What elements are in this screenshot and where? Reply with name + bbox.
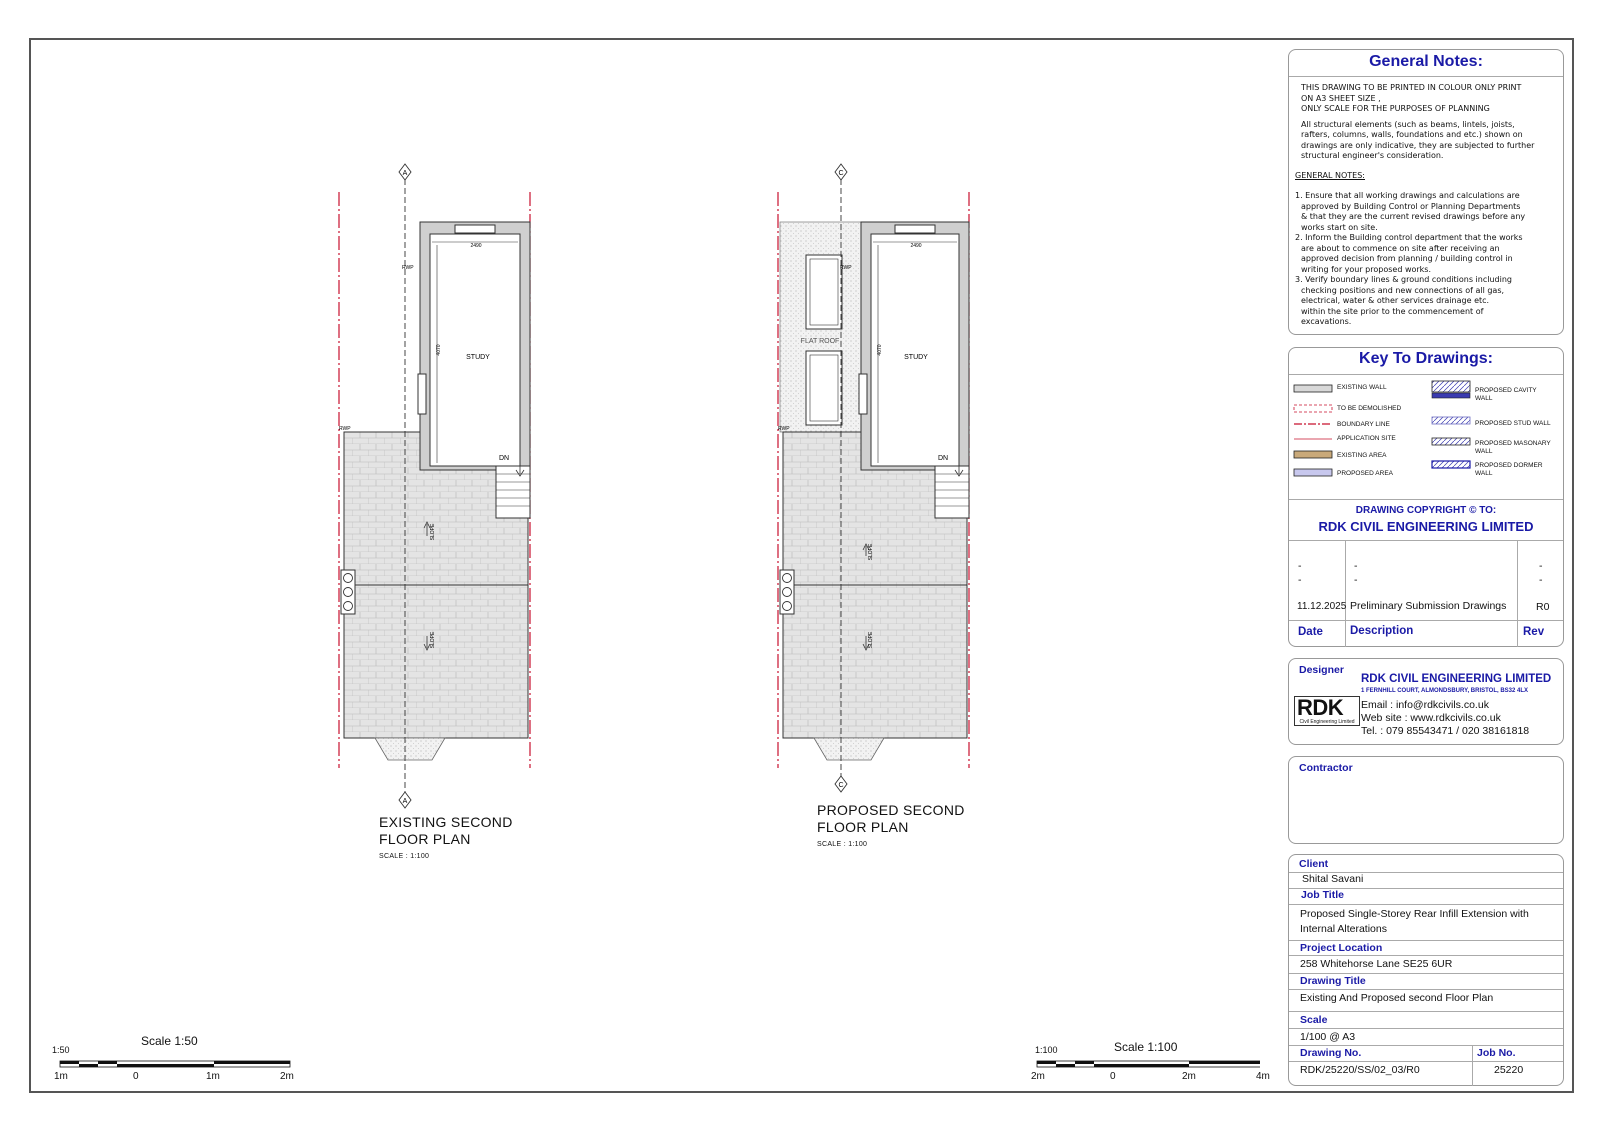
existing-rwp-top: RWP [402,265,414,271]
proposed-plan-scale: SCALE : 1:100 [817,841,868,848]
project-location-label: Project Location [1300,942,1383,954]
proposed-rooflight-top [895,225,935,233]
key-proposed-masonary-wall-2: WALL [1475,448,1493,455]
scale-left-ratio: 1:50 [52,1045,70,1055]
proposed-plan-title [817,802,965,853]
job-no-value: 25220 [1494,1064,1524,1076]
proposed-section-mark-top: C [838,170,844,177]
notes-structural-2: rafters, columns, walls, foundations and etc.) shown on [1301,130,1523,139]
designer-web: Web site : www.rdkcivils.co.uk [1361,712,1501,724]
rev-row2-desc: - [1354,574,1358,586]
rdk-logo-subtext: Civil Engineering Limited [1299,719,1355,725]
key-existing-wall: EXISTING WALL [1337,384,1387,391]
general-notes-panel [1288,49,1564,335]
job-title-line2: Internal Alterations [1300,923,1387,935]
existing-study-room [430,234,520,466]
designer-tel: Tel. : 079 85543471 / 020 38161818 [1361,725,1530,737]
key-proposed-area: PROPOSED AREA [1337,470,1393,477]
notes-item3-5: excavations. [1301,317,1352,326]
drawing-title-value: Existing And Proposed second Floor Plan [1300,992,1494,1004]
key-proposed-cavity-wall [1475,387,1537,403]
key-to-be-demolished: TO BE DEMOLISHED [1337,405,1402,412]
key-proposed-cavity-wall-1: PROPOSED CAVITY [1475,387,1537,394]
notes-item1-1: 1. Ensure that all working drawings and calculations are [1295,191,1520,200]
existing-rwp-left: RWP [339,426,351,432]
designer-panel [1288,658,1564,745]
notes-item3-2: checking positions and new connections of all gas, [1301,285,1505,295]
proposed-floor-plan [778,164,969,792]
proposed-study-room [871,234,959,466]
key-existing-area: EXISTING AREA [1337,452,1387,459]
existing-room-label: STUDY [466,354,490,361]
notes-heading: GENERAL NOTES: [1295,170,1365,180]
notes-intro-3: ONLY SCALE FOR THE PURPOSES OF PLANNING [1301,104,1490,113]
contractor-panel [1288,756,1564,844]
notes-item3-1: 3. Verify boundary lines & ground conditions including [1295,275,1512,284]
existing-plan-scale: SCALE : 1:100 [379,853,430,860]
client-label: Client [1299,858,1329,870]
job-title-line1: Proposed Single-Storey Rear Infill Extension with [1300,908,1529,920]
existing-plan-title-line2: FLOOR PLAN [379,831,471,847]
proposed-width-dim: 2490 [910,243,922,249]
scale-value: 1/100 @ A3 [1300,1031,1356,1043]
proposed-plan-title-line1: PROPOSED SECOND [817,802,965,818]
designer-company: RDK CIVIL ENGINEERING LIMITED [1361,673,1552,685]
job-title-value [1300,907,1529,937]
scale-left-tick-4: 2m [280,1071,294,1082]
notes-intro-1: THIS DRAWING TO BE PRINTED IN COLOUR ONLY PRINT [1301,83,1522,92]
existing-rooflight [455,225,495,233]
existing-section-mark-top: A [402,170,408,177]
existing-window [418,374,426,414]
scale-left-tick-3: 1m [206,1071,220,1082]
notes-item1-4: works start on site. [1301,222,1378,232]
scale-right-tick-3: 2m [1182,1071,1196,1082]
contractor-label: Contractor [1299,762,1353,774]
notes-item1-2: approved by Building Control or Planning Departments [1301,201,1521,211]
existing-section-mark-bottom: A [402,798,408,805]
existing-plan-title [379,814,513,865]
scale-bar-right [1037,1061,1260,1067]
existing-floor-plan [339,164,530,808]
rev-row1-rev: - [1539,560,1543,572]
notes-item2-2: are about to commence on site after receiving an [1301,243,1500,253]
general-notes-title: General Notes: [1369,53,1483,70]
key-proposed-stud-wall: PROPOSED STUD WALL [1475,420,1551,427]
proposed-bay [814,738,884,760]
proposed-rwp-left: RWP [778,426,790,432]
scale-label: Scale [1300,1014,1328,1026]
notes-structural-1: All structural elements (such as beams, lintels, joists, [1301,119,1515,129]
existing-width-dim: 2490 [470,243,482,249]
scale-right-ratio: 1:100 [1035,1045,1058,1055]
key-proposed-masonary-wall-1: PROPOSED MASONARY [1475,440,1551,447]
proposed-rwp-top: RWP [840,265,852,271]
proposed-length-dim: 4070 [877,344,883,356]
notes-item3-3: electrical, water & other services drainage etc. [1301,296,1490,305]
key-proposed-dormer-wall-1: PROPOSED DORMER [1475,462,1543,469]
key-boundary-line: BOUNDARY LINE [1337,421,1390,428]
job-no-label: Job No. [1477,1047,1516,1059]
proposed-rooflight-2 [806,351,842,425]
proposed-flat-roof-label: FLAT ROOF [800,338,840,345]
key-application-site: APPLICATION SITE [1337,435,1396,442]
scale-right-label: Scale 1:100 [1114,1040,1178,1054]
existing-slope-upper: SLOPE [430,523,436,541]
project-location-value: 258 Whitehorse Lane SE25 6UR [1300,958,1453,970]
notes-item2-3: approved decision from planning / building control in [1301,254,1513,263]
rev-row1-date: - [1298,560,1302,572]
existing-dn-label: DN [499,455,510,462]
key-title: Key To Drawings: [1359,350,1493,367]
client-value: Shital Savani [1302,873,1364,885]
rev-row2-date: - [1298,574,1302,586]
notes-structural-3: drawings are only indicative, they are subjected to further [1301,140,1535,150]
scale-bar-left [60,1061,290,1067]
key-proposed-dormer-wall-2: WALL [1475,470,1493,477]
rev-row3-rev: R0 [1536,601,1550,613]
proposed-section-mark-bottom: C [838,782,844,789]
scale-right-tick-4: 4m [1256,1071,1270,1082]
designer-email: Email : info@rdkcivils.co.uk [1361,699,1489,711]
copyright-company: RDK CIVIL ENGINEERING LIMITED [1318,519,1534,534]
existing-bay [375,738,445,760]
notes-item2-4: writing for your proposed works. [1301,264,1432,274]
designer-label: Designer [1299,664,1344,676]
key-proposed-masonary-wall [1475,440,1551,456]
rev-col-rev: Rev [1523,626,1545,638]
scale-right-tick-1: 2m [1031,1071,1045,1082]
key-proposed-cavity-wall-2: WALL [1475,395,1493,402]
notes-item3-4: within the site prior to the commencement of [1301,306,1484,316]
notes-structural-4: structural engineer's consideration. [1301,151,1444,160]
existing-slope-lower: SLOPE [430,631,436,649]
rev-row2-rev: - [1539,574,1543,586]
job-title-label: Job Title [1301,889,1344,901]
notes-item2-1: 2. Inform the Building control department that the works [1295,233,1523,242]
notes-intro-2: ON A3 SHEET SIZE , [1301,93,1381,103]
rev-row3-date: 11.12.2025 [1297,601,1347,612]
project-info-panel [1288,854,1564,1086]
rdk-logo [1294,696,1360,726]
proposed-dn-label: DN [938,455,949,462]
copyright-line: DRAWING COPYRIGHT © TO: [1355,505,1497,516]
proposed-slope-upper: SLOPE [868,543,874,561]
proposed-plan-title-line2: FLOOR PLAN [817,819,909,835]
rev-col-date: Date [1298,626,1323,638]
designer-address: 1 FERNHILL COURT, ALMONDSBURY, BRISTOL, BS32 4LX [1361,688,1529,694]
scale-left-tick-2: 0 [133,1071,139,1082]
existing-length-dim: 4070 [436,344,442,356]
proposed-slope-lower: SLOPE [868,631,874,649]
rev-col-description: Description [1350,625,1414,637]
drawing-no-label: Drawing No. [1300,1047,1362,1059]
scale-left-label: Scale 1:50 [141,1034,198,1048]
scale-left-tick-1: 1m [54,1071,68,1082]
proposed-window [859,374,867,414]
proposed-room-label: STUDY [904,354,928,361]
key-proposed-dormer-wall [1475,462,1543,478]
drawing-no-value: RDK/25220/SS/02_03/R0 [1300,1064,1420,1076]
rev-row3-desc: Preliminary Submission Drawings [1350,600,1507,612]
notes-item1-3: & that they are the current revised drawings before any [1301,212,1526,221]
scale-right-tick-2: 0 [1110,1071,1116,1082]
rdk-logo-text: RDK [1297,695,1344,720]
key-panel [1288,347,1564,647]
proposed-rooflight-1 [806,255,842,329]
general-notes-body [1295,83,1559,328]
existing-plan-title-line1: EXISTING SECOND [379,814,513,830]
rev-row1-desc: - [1354,560,1358,572]
drawing-title-label: Drawing Title [1300,975,1366,987]
